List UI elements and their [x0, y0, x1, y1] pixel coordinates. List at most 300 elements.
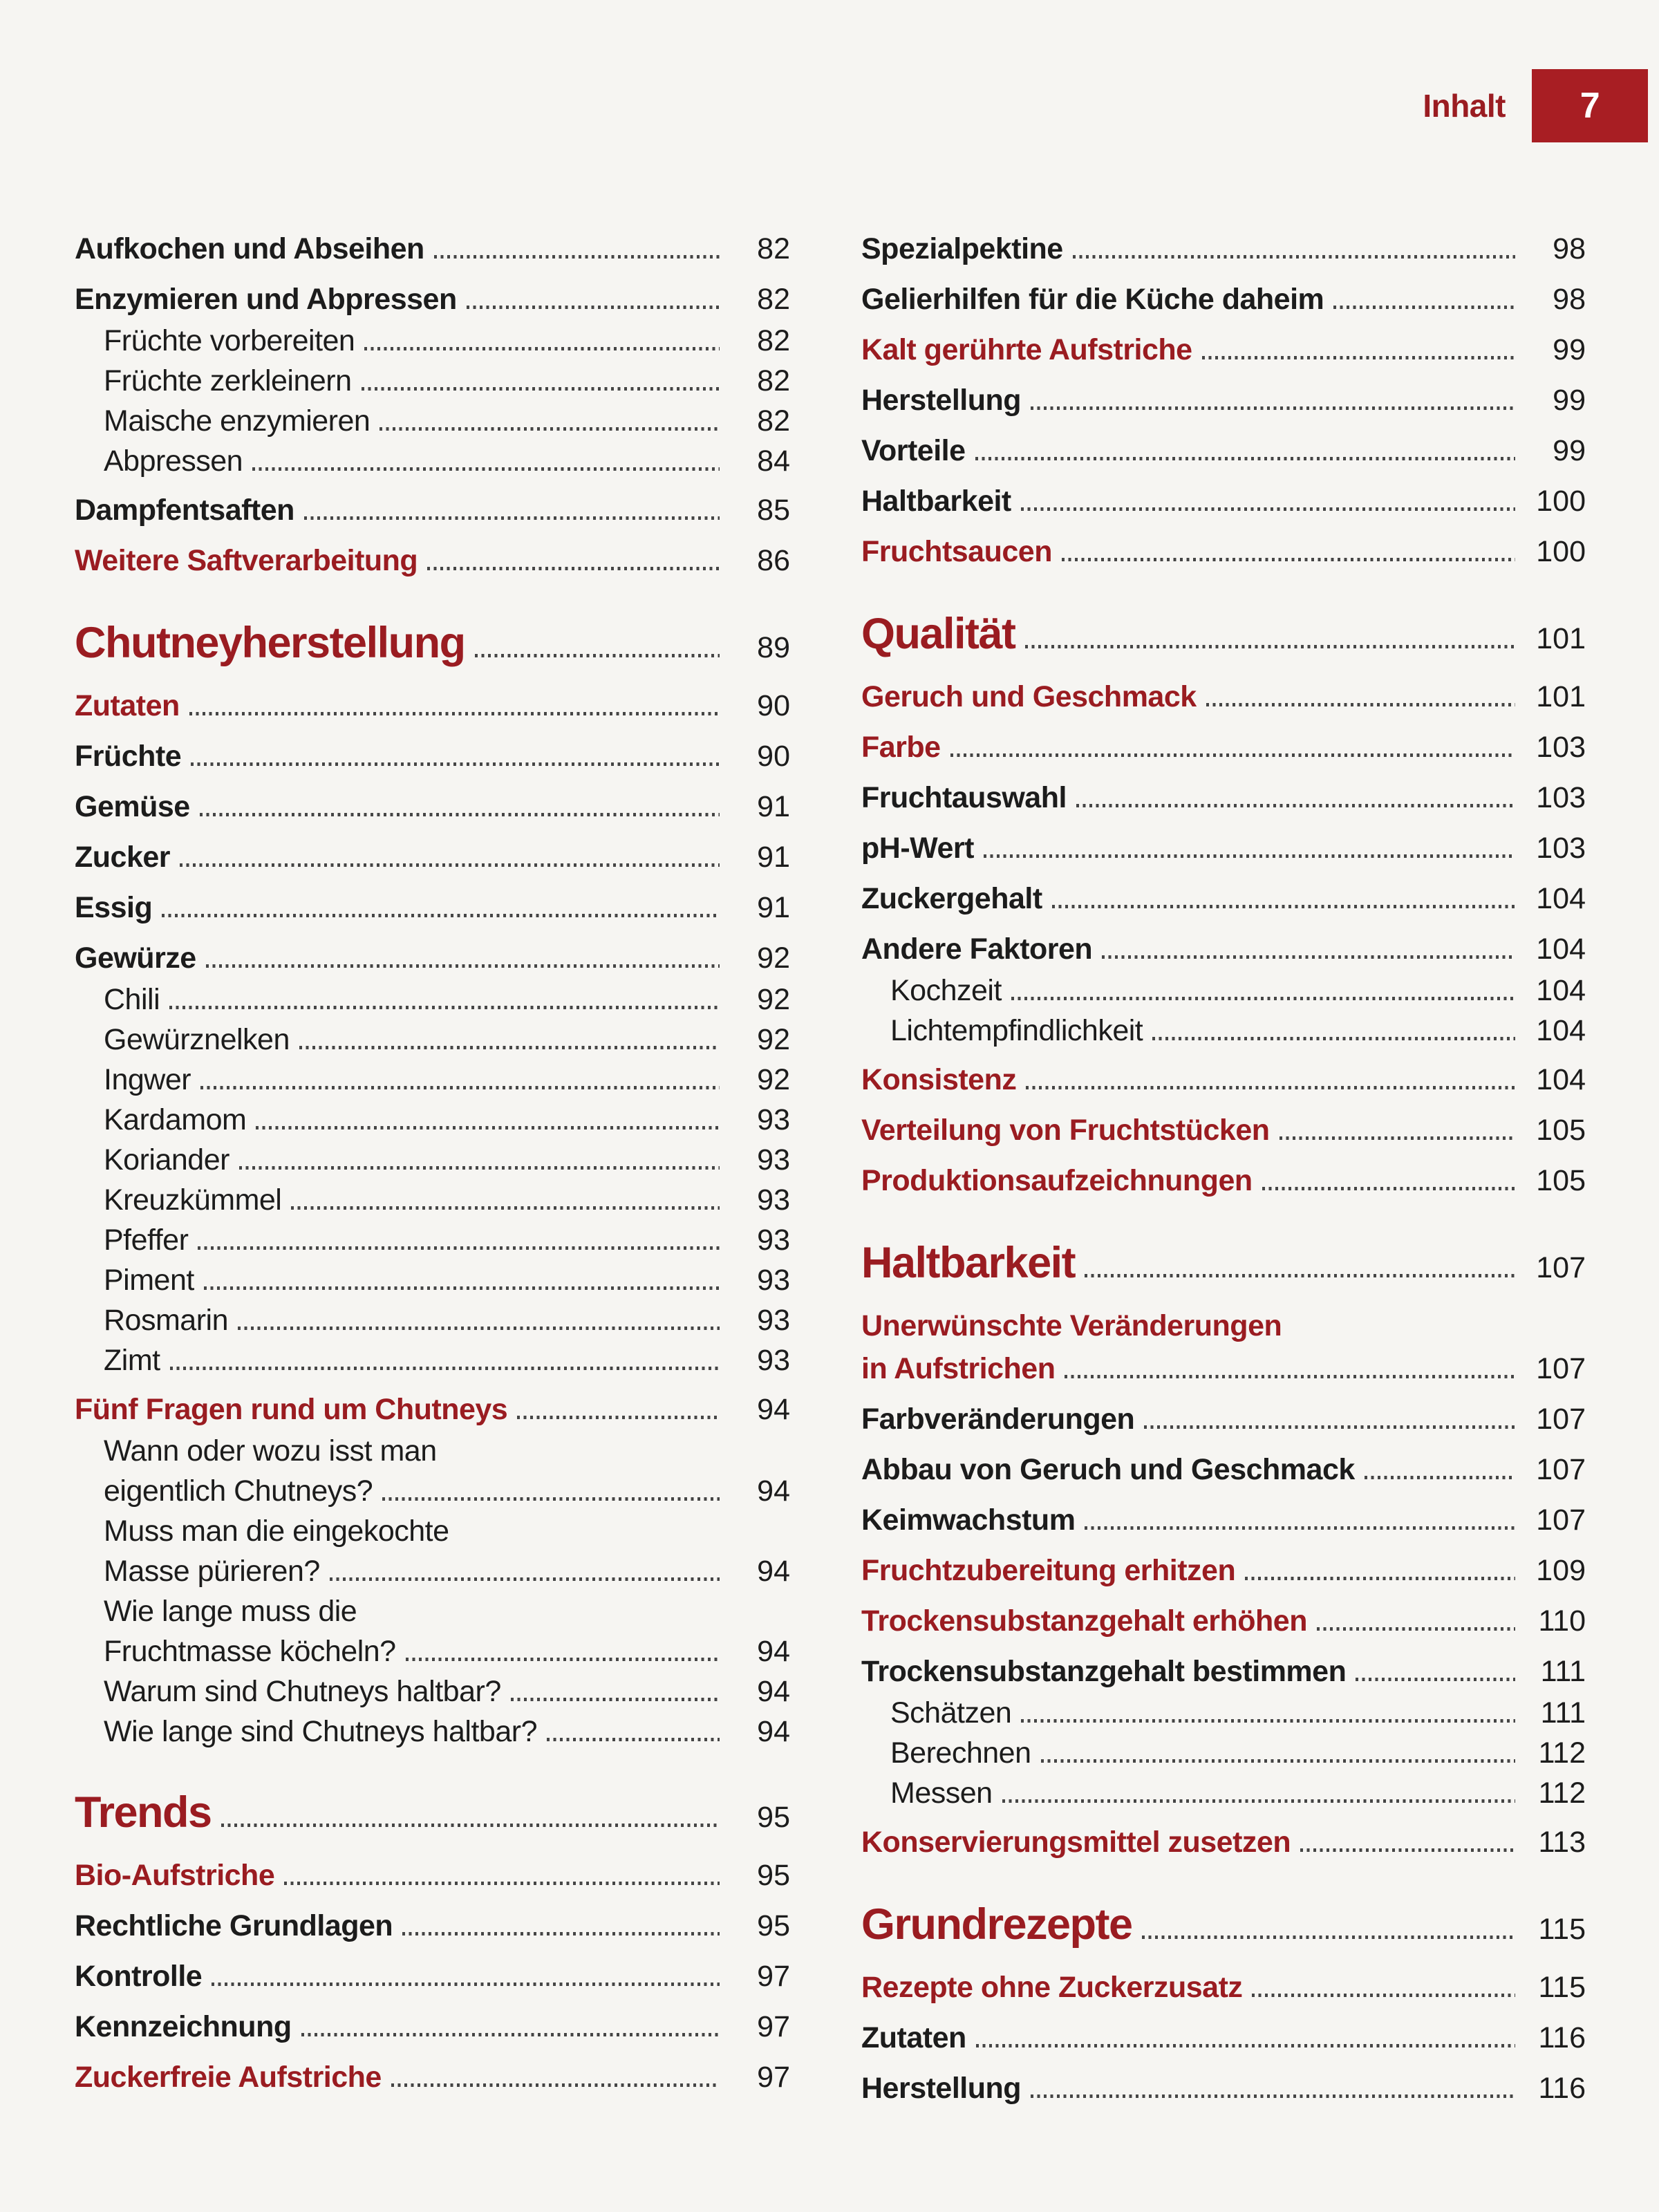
toc-entry — [861, 776, 1586, 819]
toc-entry-row — [861, 605, 1586, 668]
toc-entry-label: Früchte vorbereiten — [104, 324, 355, 357]
toc-entry-page-number: 89 — [757, 631, 790, 664]
toc-entry-page-number: 112 — [1538, 1777, 1586, 1810]
toc-entry-label: Herstellung — [861, 384, 1022, 417]
toc-entry-page-number: 94 — [757, 1555, 790, 1588]
toc-entry — [75, 684, 790, 727]
toc-entry-row — [861, 675, 1586, 718]
toc-entry-row — [75, 1431, 790, 1471]
toc-entry-row — [861, 971, 1586, 1011]
toc-entry-label: Vorteile — [861, 434, 966, 467]
toc-entry-label: Zutaten — [861, 2021, 966, 2054]
toc-entry — [75, 1020, 790, 1060]
toc-entry — [75, 2056, 790, 2099]
toc-entry-row — [861, 1058, 1586, 1101]
toc-entry-row — [861, 530, 1586, 573]
toc-entry-page-number: 104 — [1536, 882, 1586, 915]
toc-entry-label: Zimt — [104, 1344, 160, 1377]
toc-entry — [75, 937, 790, 980]
toc-entry-label: Weitere Saftverarbeitung — [75, 544, 418, 577]
toc-entry — [861, 827, 1586, 870]
toc-entry-row — [75, 1904, 790, 1947]
dotted-leader — [1152, 1037, 1515, 1040]
toc-entry-page-number: 82 — [757, 324, 790, 357]
dotted-leader — [180, 863, 720, 867]
toc-entry-label: Fünf Fragen rund um Chutneys — [75, 1393, 508, 1426]
toc-entry-page-number: 99 — [1553, 333, 1586, 366]
toc-entry-label: Farbveränderungen — [861, 1403, 1135, 1436]
toc-entry-label: Kalt gerührte Aufstriche — [861, 333, 1192, 366]
toc-entry — [75, 735, 790, 778]
dotted-leader — [299, 1046, 720, 1049]
toc-entry-row — [861, 2067, 1586, 2110]
dotted-leader — [1076, 804, 1515, 807]
toc-column-right — [861, 220, 1586, 2110]
toc-entry-row — [861, 877, 1586, 920]
toc-entry-label: Abpressen — [104, 444, 243, 478]
toc-entry-label: Essig — [75, 891, 153, 924]
toc-entry-row — [861, 827, 1586, 870]
toc-entry — [75, 1955, 790, 1998]
toc-entry-label: Rezepte ohne Zuckerzusatz — [861, 1971, 1243, 2004]
dotted-leader — [206, 964, 720, 968]
toc-entry-row — [861, 1693, 1586, 1733]
toc-entry-label: Kreuzkümmel — [104, 1183, 282, 1217]
toc-entry-row — [75, 1300, 790, 1340]
dotted-leader — [1206, 703, 1515, 706]
dotted-leader — [1021, 507, 1515, 511]
dotted-leader — [379, 427, 720, 431]
toc-entry-page-number: 105 — [1536, 1114, 1586, 1147]
toc-entry-label: Qualität — [861, 610, 1015, 658]
toc-entry-label: Wann oder wozu isst man — [104, 1434, 437, 1468]
toc-entry-row — [75, 361, 790, 401]
dotted-leader — [284, 1882, 720, 1885]
page-number-box — [1532, 69, 1648, 142]
dotted-leader — [1031, 2094, 1515, 2098]
toc-entry — [75, 1783, 790, 1846]
toc-entry-label: Masse pürieren? — [104, 1555, 320, 1588]
toc-entry-row — [75, 1511, 790, 1551]
dotted-leader — [402, 1932, 720, 1936]
toc-entry-page-number: 107 — [1536, 1352, 1586, 1385]
toc-entry-row — [75, 2056, 790, 2099]
toc-entry-label: Bio-Aufstriche — [75, 1859, 275, 1892]
dotted-leader — [256, 1126, 720, 1130]
toc-entry — [75, 1388, 790, 1431]
toc-entry — [861, 971, 1586, 1011]
toc-entry-page-number: 90 — [757, 740, 790, 773]
toc-entry-label: Gewürze — [75, 941, 196, 975]
dotted-leader — [200, 813, 720, 816]
dotted-leader — [1025, 645, 1515, 648]
toc-entry-row — [75, 1712, 790, 1752]
toc-entry-page-number: 93 — [757, 1304, 790, 1337]
toc-entry — [861, 1773, 1586, 1813]
toc-entry-row — [75, 785, 790, 828]
toc-entry-label: Gelierhilfen für die Küche daheim — [861, 283, 1324, 316]
toc-entry-label: Chutneyherstellung — [75, 619, 465, 667]
toc-entry-page-number: 104 — [1536, 974, 1586, 1007]
dotted-leader — [162, 914, 720, 917]
toc-entry-row — [75, 614, 790, 677]
toc-entry-page-number: 100 — [1536, 485, 1586, 518]
toc-entry-label: Haltbarkeit — [861, 485, 1011, 518]
toc-entry-page-number: 104 — [1536, 932, 1586, 966]
toc-entry — [861, 1234, 1586, 1297]
toc-entry — [75, 489, 790, 532]
toc-entry-row — [861, 1821, 1586, 1864]
toc-entry — [75, 836, 790, 879]
dotted-leader — [1262, 1187, 1515, 1190]
toc-entry-page-number: 109 — [1536, 1554, 1586, 1587]
toc-entry-page-number: 94 — [757, 1393, 790, 1426]
toc-entry — [861, 1448, 1586, 1491]
dotted-leader — [517, 1416, 720, 1419]
toc-entry-row — [861, 379, 1586, 422]
dotted-leader — [1041, 1759, 1516, 1763]
dotted-leader — [252, 467, 720, 471]
toc-entry-page-number: 98 — [1553, 283, 1586, 316]
toc-entry-page-number: 97 — [757, 2061, 790, 2094]
toc-entry-page-number: 93 — [757, 1143, 790, 1177]
toc-column-left — [75, 220, 790, 2099]
toc-entry-label: Früchte — [75, 740, 182, 773]
toc-entry-label: Gemüse — [75, 790, 190, 823]
toc-entry-row — [75, 1340, 790, 1380]
dotted-leader — [1085, 1526, 1515, 1530]
toc-entry — [861, 1549, 1586, 1592]
toc-entry-page-number: 105 — [1536, 1164, 1586, 1197]
toc-entry — [75, 1140, 790, 1180]
toc-entry-page-number: 98 — [1553, 232, 1586, 265]
toc-entry — [861, 278, 1586, 321]
toc-entry-row — [861, 1234, 1586, 1297]
toc-entry-page-number: 93 — [757, 1264, 790, 1297]
toc-entry-label: Messen — [890, 1777, 993, 1810]
toc-entry — [861, 530, 1586, 573]
dotted-leader — [169, 1006, 720, 1009]
toc-entry — [75, 278, 790, 321]
toc-entry-label: Zucker — [75, 841, 171, 874]
toc-entry — [861, 1821, 1586, 1864]
dotted-leader — [1300, 1848, 1515, 1852]
toc-entry — [75, 401, 790, 441]
toc-entry-label: Schätzen — [890, 1696, 1012, 1730]
toc-entry-page-number: 91 — [757, 891, 790, 924]
toc-entry-row — [861, 1304, 1586, 1347]
toc-entry-label: Piment — [104, 1264, 194, 1297]
toc-entry-page-number: 94 — [757, 1635, 790, 1668]
toc-entry-row — [861, 1011, 1586, 1051]
toc-entry-row — [75, 1671, 790, 1712]
toc-entry-page-number: 97 — [757, 1960, 790, 1993]
dotted-leader — [364, 347, 720, 350]
toc-entry-row — [75, 1551, 790, 1591]
toc-entry — [861, 1895, 1586, 1958]
dotted-leader — [301, 2033, 720, 2036]
dotted-leader — [1102, 955, 1515, 959]
toc-entry-page-number: 93 — [757, 1183, 790, 1217]
toc-entry-row — [75, 684, 790, 727]
toc-entry-page-number: 99 — [1553, 384, 1586, 417]
toc-entry-row — [861, 1549, 1586, 1592]
dotted-leader — [1073, 255, 1515, 259]
toc-entry-label: pH-Wert — [861, 832, 974, 865]
dotted-leader — [1317, 1627, 1515, 1631]
toc-entry — [861, 1011, 1586, 1051]
toc-entry-page-number: 92 — [757, 1023, 790, 1056]
toc-entry — [75, 1671, 790, 1712]
toc-entry-row — [861, 1895, 1586, 1958]
toc-entry-row — [861, 1733, 1586, 1773]
dotted-leader — [1365, 1476, 1515, 1479]
toc-entry-row — [861, 776, 1586, 819]
toc-entry-label: Früchte zerkleinern — [104, 364, 352, 397]
toc-entry-label: Trockensubstanzgehalt bestimmen — [861, 1655, 1347, 1688]
toc-entry-page-number: 82 — [757, 283, 790, 316]
toc-entry — [861, 429, 1586, 472]
toc-entry — [75, 1220, 790, 1260]
toc-entry-row — [861, 1499, 1586, 1541]
toc-entry-row — [861, 1347, 1586, 1390]
toc-entry — [75, 1260, 790, 1300]
toc-entry-row — [75, 401, 790, 441]
toc-entry-row — [861, 227, 1586, 270]
toc-entry-page-number: 95 — [757, 1909, 790, 1942]
dotted-leader — [950, 753, 1515, 757]
dotted-leader — [1065, 1375, 1515, 1378]
toc-entry-page-number: 97 — [757, 2010, 790, 2043]
dotted-leader — [1202, 356, 1515, 359]
toc-entry-label: Lichtempfindlichkeit — [890, 1014, 1143, 1047]
toc-entry — [861, 1733, 1586, 1773]
toc-entry-page-number: 113 — [1538, 1826, 1586, 1859]
toc-entry — [861, 1398, 1586, 1441]
toc-entry-page-number: 100 — [1536, 535, 1586, 568]
toc-entry-page-number: 84 — [757, 444, 790, 478]
toc-entry-page-number: 86 — [757, 544, 790, 577]
toc-entry-label: Fruchtsaucen — [861, 535, 1052, 568]
toc-entry-page-number: 92 — [757, 1063, 790, 1096]
toc-entry-label: Maische enzymieren — [104, 404, 371, 438]
toc-entry-label: Spezialpektine — [861, 232, 1063, 265]
toc-entry-page-number: 90 — [757, 689, 790, 722]
toc-entry-page-number: 103 — [1536, 781, 1586, 814]
toc-entry-page-number: 110 — [1538, 1604, 1586, 1638]
dotted-leader — [1026, 1086, 1515, 1089]
toc-entry-label: Dampfentsaften — [75, 494, 294, 527]
toc-entry-row — [861, 1600, 1586, 1642]
toc-entry-row — [75, 886, 790, 929]
dotted-leader — [212, 1983, 720, 1986]
toc-entry-row — [75, 227, 790, 270]
toc-entry — [75, 1300, 790, 1340]
dotted-leader — [1002, 1799, 1515, 1803]
toc-entry — [861, 1693, 1586, 1733]
dotted-leader — [467, 306, 720, 309]
toc-entry — [861, 1966, 1586, 2009]
toc-entry-label: Rosmarin — [104, 1304, 228, 1337]
toc-entry — [861, 227, 1586, 270]
toc-entry — [75, 441, 790, 481]
toc-entry-page-number: 101 — [1536, 680, 1586, 713]
toc-entry-row — [861, 1398, 1586, 1441]
dotted-leader — [170, 1367, 720, 1370]
toc-entry-page-number: 107 — [1536, 1251, 1586, 1284]
dotted-leader — [1245, 1577, 1515, 1580]
dotted-leader — [1031, 406, 1515, 410]
toc-entry-row — [75, 321, 790, 361]
toc-entry — [861, 1159, 1586, 1202]
dotted-leader — [1011, 997, 1515, 1000]
toc-entry-label: Koriander — [104, 1143, 229, 1177]
toc-entry-page-number: 107 — [1536, 1403, 1586, 1436]
toc-entry-label: Geruch und Geschmack — [861, 680, 1197, 713]
toc-entry-page-number: 91 — [757, 841, 790, 874]
toc-entry-row — [861, 328, 1586, 371]
dotted-leader — [204, 1286, 720, 1290]
toc-entry-row — [861, 1109, 1586, 1152]
toc-entry-label: Kardamom — [104, 1103, 247, 1136]
toc-entry-page-number: 92 — [757, 983, 790, 1016]
toc-entry-row — [75, 1471, 790, 1511]
dotted-leader — [1144, 1425, 1515, 1429]
dotted-leader — [1142, 1936, 1515, 1939]
dotted-leader — [1085, 1274, 1515, 1277]
toc-entry-page-number: 99 — [1553, 434, 1586, 467]
toc-entry — [861, 726, 1586, 769]
toc-entry-label: Kontrolle — [75, 1960, 203, 1993]
dotted-leader — [239, 1166, 720, 1170]
dotted-leader — [1062, 558, 1515, 561]
toc-entry-label: Kennzeichnung — [75, 2010, 292, 2043]
toc-entry-page-number: 92 — [757, 941, 790, 975]
toc-entry — [861, 1650, 1586, 1693]
toc-entry-row — [75, 1388, 790, 1431]
toc-entry — [861, 480, 1586, 523]
toc-entry — [861, 2016, 1586, 2059]
toc-entry — [75, 1904, 790, 1947]
toc-entry-label: eigentlich Chutneys? — [104, 1474, 373, 1508]
toc-entry-label: Keimwachstum — [861, 1503, 1076, 1537]
toc-entry-label: Verteilung von Fruchtstücken — [861, 1114, 1270, 1147]
toc-entry — [75, 1511, 790, 1591]
toc-entry-label: Berechnen — [890, 1736, 1031, 1770]
toc-entry-row — [75, 1591, 790, 1631]
toc-entry-page-number: 116 — [1538, 2072, 1586, 2105]
toc-entry-row — [75, 836, 790, 879]
toc-entry-label: Zutaten — [75, 689, 180, 722]
toc-entry — [861, 675, 1586, 718]
toc-entry-row — [75, 1854, 790, 1897]
toc-entry-row — [861, 726, 1586, 769]
toc-entry-label: Wie lange muss die — [104, 1595, 357, 1628]
dotted-leader — [391, 2083, 720, 2087]
toc-entry-row — [75, 937, 790, 980]
dotted-leader — [382, 1497, 720, 1501]
toc-entry — [861, 1304, 1586, 1390]
dotted-leader — [984, 854, 1515, 858]
toc-entry-label: Ingwer — [104, 1063, 191, 1096]
toc-entry — [861, 328, 1586, 371]
toc-entry-row — [75, 441, 790, 481]
toc-entry — [75, 1854, 790, 1897]
toc-entry-page-number: 104 — [1536, 1014, 1586, 1047]
toc-entry — [861, 1109, 1586, 1152]
toc-entry — [861, 1499, 1586, 1541]
dotted-leader — [976, 2044, 1515, 2047]
toc-entry-label: Haltbarkeit — [861, 1239, 1076, 1287]
toc-entry-row — [861, 2016, 1586, 2059]
dotted-leader — [975, 457, 1515, 460]
toc-entry-row — [75, 1260, 790, 1300]
toc-entry — [861, 1600, 1586, 1642]
toc-entry-label: Pfeffer — [104, 1224, 189, 1257]
toc-entry — [75, 1431, 790, 1511]
toc-entry-label: Zuckerfreie Aufstriche — [75, 2061, 382, 2094]
toc-entry-page-number: 94 — [757, 1675, 790, 1708]
toc-entry-row — [75, 489, 790, 532]
toc-entry-row — [75, 1060, 790, 1100]
toc-entry-label: Herstellung — [861, 2072, 1022, 2105]
toc-entry-page-number: 82 — [757, 364, 790, 397]
toc-entry-page-number: 115 — [1538, 1971, 1586, 2004]
toc-entry-label: Aufkochen und Abseihen — [75, 232, 424, 265]
toc-entry-label: Rechtliche Grundlagen — [75, 1909, 393, 1942]
toc-entry-page-number: 107 — [1536, 1453, 1586, 1486]
toc-entry-label: Muss man die eingekochte — [104, 1515, 449, 1548]
toc-entry-page-number: 116 — [1538, 2021, 1586, 2054]
dotted-leader — [1356, 1678, 1515, 1681]
toc-entry-label: Enzymieren und Abpressen — [75, 283, 457, 316]
toc-entry-row — [75, 980, 790, 1020]
toc-entry-page-number: 82 — [757, 404, 790, 438]
dotted-leader — [191, 762, 720, 766]
toc-entry-label: Konsistenz — [861, 1063, 1017, 1096]
toc-entry — [75, 1180, 790, 1220]
dotted-leader — [330, 1577, 720, 1581]
toc-entry-label: Gewürznelken — [104, 1023, 290, 1056]
toc-entry — [75, 361, 790, 401]
toc-entry — [75, 2005, 790, 2048]
dotted-leader — [1052, 905, 1515, 908]
toc-entry-label: Kochzeit — [890, 974, 1002, 1007]
toc-entry-row — [75, 1783, 790, 1846]
toc-entry-row — [75, 735, 790, 778]
toc-entry-page-number: 115 — [1538, 1913, 1586, 1946]
dotted-leader — [406, 1658, 720, 1661]
toc-entry-page-number: 91 — [757, 790, 790, 823]
toc-entry-page-number: 103 — [1536, 832, 1586, 865]
dotted-leader — [1280, 1136, 1516, 1140]
dotted-leader — [1021, 1719, 1515, 1723]
toc-entry-page-number: 107 — [1536, 1503, 1586, 1537]
toc-entry-page-number: 103 — [1536, 731, 1586, 764]
toc-entry-row — [861, 1448, 1586, 1491]
toc-entry-page-number: 95 — [757, 1801, 790, 1834]
toc-entry — [75, 614, 790, 677]
dotted-leader — [304, 516, 720, 520]
dotted-leader — [475, 654, 720, 657]
toc-entry — [75, 1712, 790, 1752]
page-number: 7 — [1580, 86, 1600, 126]
toc-entry-page-number: 94 — [757, 1715, 790, 1748]
dotted-leader — [511, 1698, 720, 1701]
toc-entry-row — [861, 1159, 1586, 1202]
toc-entry-label: Trends — [75, 1788, 212, 1837]
toc-entry-label: Grundrezepte — [861, 1900, 1132, 1949]
